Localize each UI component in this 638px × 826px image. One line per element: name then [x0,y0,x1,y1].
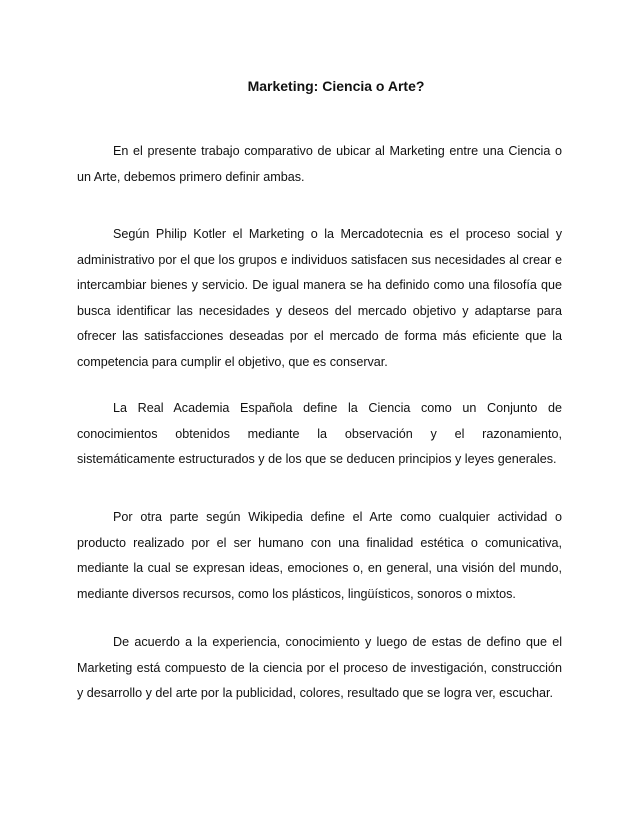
paragraph-intro: En el presente trabajo comparativo de ubicar al Marketing entre una Ciencia o un Arte, debemos primero definir ambas. [77,144,562,184]
paragraph-art-definition: Por otra parte según Wikipedia define el Arte como cualquier actividad o producto realizado por el ser humano con una finalidad estética o comunicativa, mediante la cual se expresan ideas, emociones o, en general, una visión del mundo, mediante diversos recursos, como los plásticos, lingüísticos, sonoros o mixtos. [77,510,562,601]
paragraph-conclusion: De acuerdo a la experiencia, conocimiento y luego de estas de defino que el Marketing está compuesto de la ciencia por el proceso de investigación, construcción y desarrollo y del arte por la publicidad, colores, resultado que se logra ver, escuchar. [77,635,562,701]
paragraph-marketing-definition: Según Philip Kotler el Marketing o la Mercadotecnia es el proceso social y administrativo por el que los grupos e individuos satisfacen sus necesidades al crear e intercambiar bienes y servicio. De igual manera se ha definido como una filosofía que busca identificar las necesidades y deseos del mercado objetivo y adaptarse para ofrecer las satisfacciones deseadas por el mercado de forma más eficiente que la competencia para cumplir el objetivo, que es conservar. [77,227,562,369]
paragraph-science-definition: La Real Academia Española define la Ciencia como un Conjunto de conocimientos obtenidos mediante la observación y el razonamiento, sistemáticamente estructurados y de los que se deducen principios y leyes generales. [77,401,562,467]
document-title: Marketing: Ciencia o Arte? [247,78,425,94]
